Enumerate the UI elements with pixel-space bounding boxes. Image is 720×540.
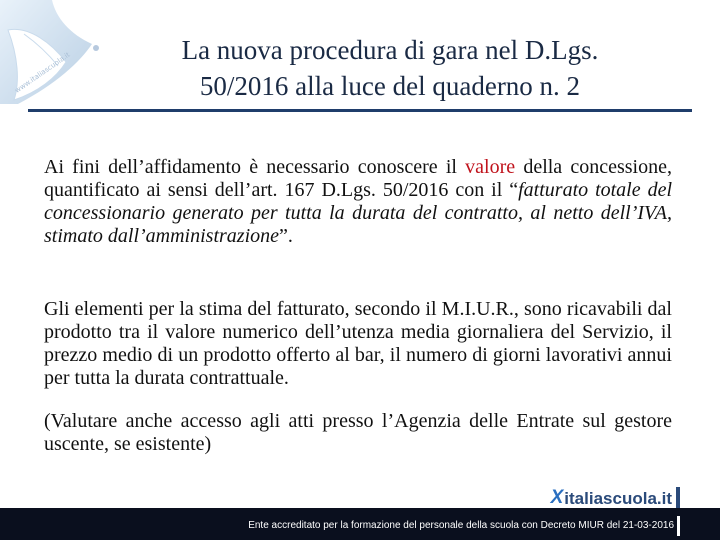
p1-text-concessione: della concessione [515,156,667,178]
paragraph-valore [44,156,672,248]
p1-highlight-valore: valore [465,156,516,178]
paragraph-valutare: (Valutare anche accesso agli atti presso l’Agenzia delle Entrate sul gestore uscente, se esistente) [44,410,672,455]
paragraph-elementi: Gli elementi per la stima del fatturato, secondo il M.I.U.R., sono ricavabili dal prodotto tra il valore numerico dell’utenza media giornaliera del Servizio, il prezzo medio di un prodotto offerto al bar, il numero di giorni lavorativi annui per tutta la durata contrattuale. [44,298,672,389]
footer-text: Ente accreditato per la formazione del personale della scuola con Decreto MIUR del 21-03-2016 [248,520,674,531]
title-line-2: 50/2016 alla luce del quaderno n. 2 [199,71,581,101]
brand-mark: X [550,487,564,508]
footer-separator [677,516,680,536]
slide-title [100,32,680,104]
title-line-1: La nuova procedura di gara nel D.Lgs. [181,35,599,65]
title-divider [28,109,692,112]
p1-text-f: ”. [279,225,293,247]
brand-bar [676,487,680,509]
p1-text-d: , quantificato ai sensi dell’art. 167 D.Lgs. 50/2016 con il “ [44,156,672,201]
brand-logo [551,487,680,509]
p1-italic-quote: fatturato totale del concessionario generato per tutta la durata del contratto, al netto dell’IVA, stimato dall’amministrazione [44,179,672,247]
p1-text-a: Ai fini dell’affidamento è necessario conoscere il [44,156,466,178]
logo-watermark-text: www.italiascuola.it [13,50,72,95]
footer-bar [0,508,720,540]
brand-name: italiascuola.it [564,489,672,508]
